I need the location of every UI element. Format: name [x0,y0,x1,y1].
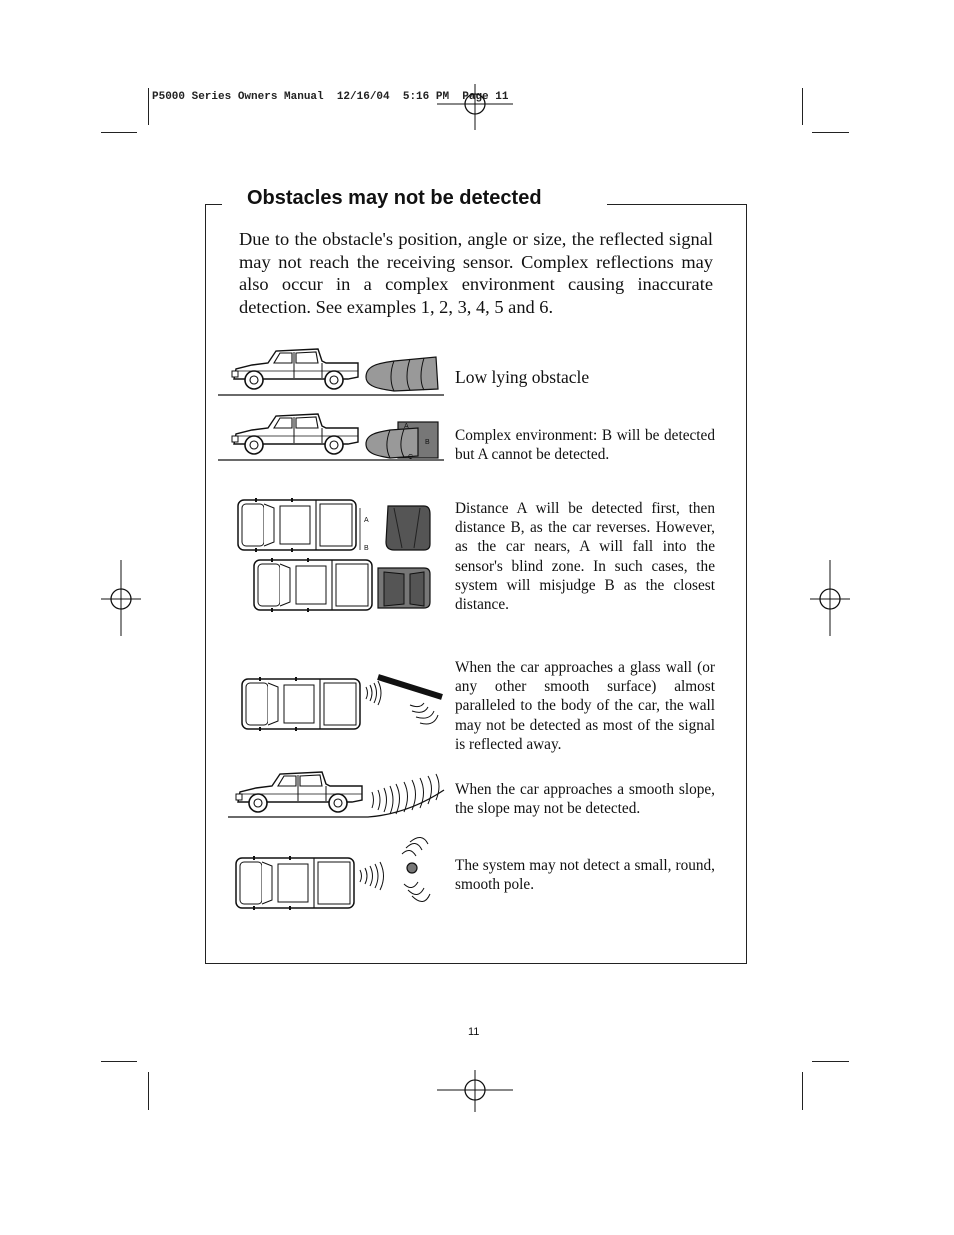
label-a: A [364,517,369,524]
example-6-caption: The system may not detect a small, round, smooth pole. [455,857,715,894]
label-c: C [408,454,414,461]
example-3-caption: Distance A will be detected first, then distance B, as the car reverses. However, as the car nears, A will fall into the sensor's blind zone. In such cases, the system will misjudge B as the closest distance. [455,500,715,614]
intro-paragraph: Due to the obstacle's position, angle or size, the reflected signal may not reach the receiving sensor. Complex reflections may also occur in a complex environment causing inaccurate detection. See examples 1, 2, 3, 4, 5 and 6. [239,229,713,317]
label-b: B [425,439,430,446]
example-5-caption: When the car approaches a smooth slope, the slope may not be detected. [455,781,715,818]
example-2-illustration [218,410,444,462]
page-title: Obstacles may not be detected [247,187,542,209]
example-6-illustration [232,830,442,916]
example-5-illustration [228,768,448,820]
example-2-caption: Complex environment: B will be detected but A cannot be detected. [455,427,715,464]
example-1-caption: Low lying obstacle [455,367,590,387]
registration-mark-top [437,84,513,134]
page-number: 11 [468,1026,480,1038]
registration-mark-bottom [437,1068,513,1114]
label-b: B [364,545,369,552]
registration-mark-left [101,560,141,638]
label-a: A [404,423,409,430]
print-header: P5000 Series Owners Manual 12/16/04 5:16 PM Page 11 [152,91,509,103]
example-1-illustration [218,345,444,397]
example-3-illustration [234,494,434,618]
registration-mark-right [810,560,850,638]
example-4-caption: When the car approaches a glass wall (or any other smooth surface) almost paralleled to the body of the car, the wall may not be detected as most of the signal is reflected away. [455,659,715,753]
example-4-illustration [238,665,448,735]
